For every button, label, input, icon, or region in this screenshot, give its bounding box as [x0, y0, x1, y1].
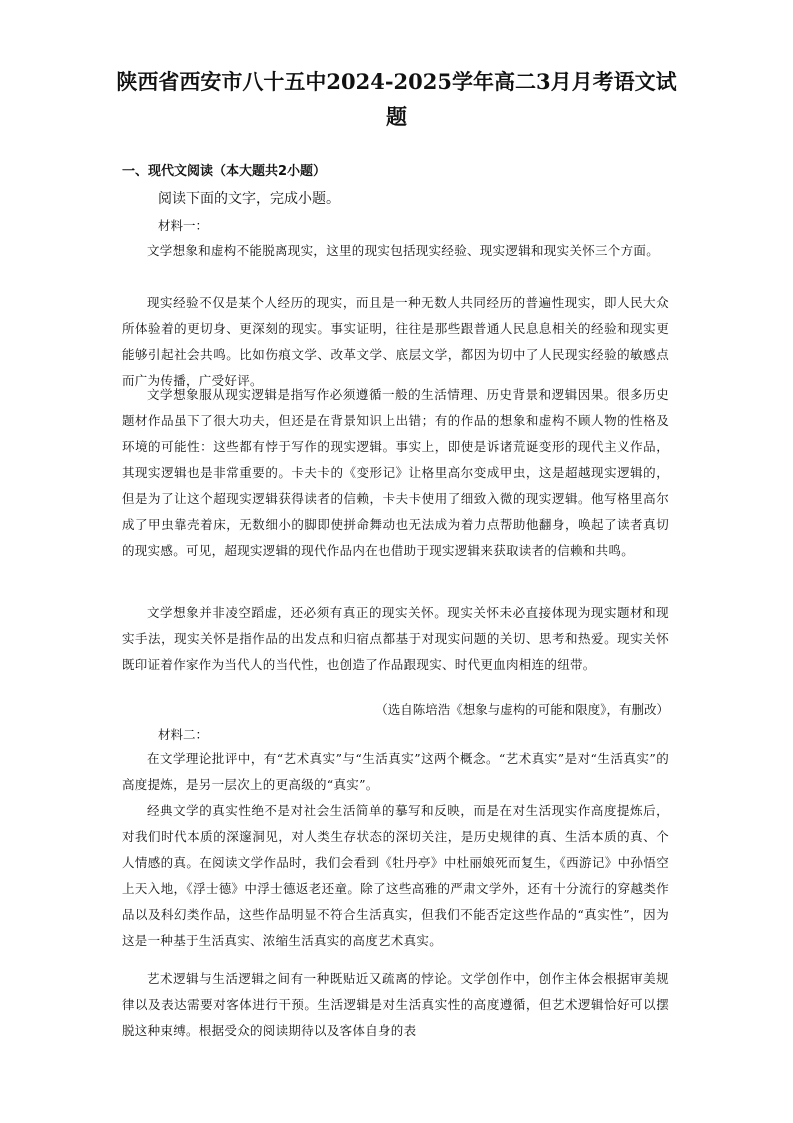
material-two-label: 材料二： [158, 727, 209, 742]
material-two-paragraph: 在文学理论批评中，有“艺术真实”与“生活真实”这两个概念。“艺术真实”是对“生活真实”的高度提炼，是另一层次上的更高级的“真实”。 [122, 751, 669, 792]
material-one-paragraph: 文学想象服从现实逻辑是指写作必须遵循一般的生活情理、历史背景和逻辑因果。很多历史题材作品虽下了很大功夫，但还是在背景知识上出错；有的作品的想象和虚构不顾人物的性格及环境的可能性：这些都有悖于写作的现实逻辑。事实上，即使是诉诸荒诞变形的现代主义作品，其现实逻辑也是非常重要的。卡夫卡的《变形记》让格里高尔变成甲虫，这是超越现实逻辑的，但是为了让这个超现实逻辑获得读者的信赖，卡夫卡使用了细致入微的现实逻辑。他写格里高尔成了甲虫靠壳着床，无数细小的脚即使拼命舞动也无法成为着力点帮助他翻身，唤起了读者真切的现实感。可见，超现实逻辑的现代作品内在也借助于现实逻辑来获取读者的信赖和共鸣。 [122, 387, 669, 558]
material-one-label: 材料一： [158, 218, 209, 233]
document-title: 陕西省西安市八十五中2024-2025学年高二3月月考语文试题 [116, 69, 677, 129]
instruction-text: 阅读下面的文字，完成小题。 [158, 191, 340, 207]
section-heading: 一、现代文阅读（本大题共2小题） [122, 164, 327, 179]
material-one-paragraph: 文学想象和虚构不能脱离现实，这里的现实包括现实经验、现实逻辑和现实关怀三个方面。 [147, 243, 660, 258]
material-one-paragraph: 文学想象并非凌空蹈虚，还必须有真正的现实关怀。现实关怀未必直接体现为现实题材和现实手法，现实关怀是指作品的出发点和归宿点都基于对现实问题的关切、思考和热爱。现实关怀既印证着作家作为当代人的当代性，也创造了作品跟现实、时代更血肉相连的纽带。 [122, 605, 669, 672]
material-two-paragraph: 艺术逻辑与生活逻辑之间有一种既贴近又疏离的悖论。文学创作中，创作主体会根据审美规律以及表达需要对客体进行干预。生活逻辑是对生活真实性的高度遵循，但艺术逻辑恰好可以摆脱这种束缚。根据受众的阅读期待以及客体自身的表 [122, 971, 669, 1038]
material-two-paragraph: 经典文学的真实性绝不是对社会生活简单的摹写和反映，而是在对生活现实作高度提炼后，对我们时代本质的深邃洞见，对人类生存状态的深切关注，是历史规律的真、生活本质的真、个人情感的真。在阅读文学作品时，我们会看到《牡丹亭》中杜丽娘死而复生，《西游记》中孙悟空上天入地，《浮士德》中浮士德返老还童。除了这些高雅的严肃文学外，还有十分流行的穿越类作品以及科幻类作品，这些作品明显不符合生活真实，但我们不能否定这些作品的“真实性”，因为这是一种基于生活真实、浓缩生活真实的高度艺术真实。 [122, 803, 669, 948]
material-one-source: （选自陈培浩《想象与虚构的可能和限度》，有删改） [375, 702, 669, 717]
material-one-paragraph: 现实经验不仅是某个人经历的现实，而且是一种无数人共同经历的普遍性现实，即人民大众所体验着的更切身、更深刻的现实。事实证明，往往是那些跟普通人民息息相关的经验和现实更能够引起社会共鸣。比如伤痕文学、改革文学、底层文学，都因为切中了人民现实经验的敏感点而广为传播，广受好评。 [122, 295, 669, 388]
